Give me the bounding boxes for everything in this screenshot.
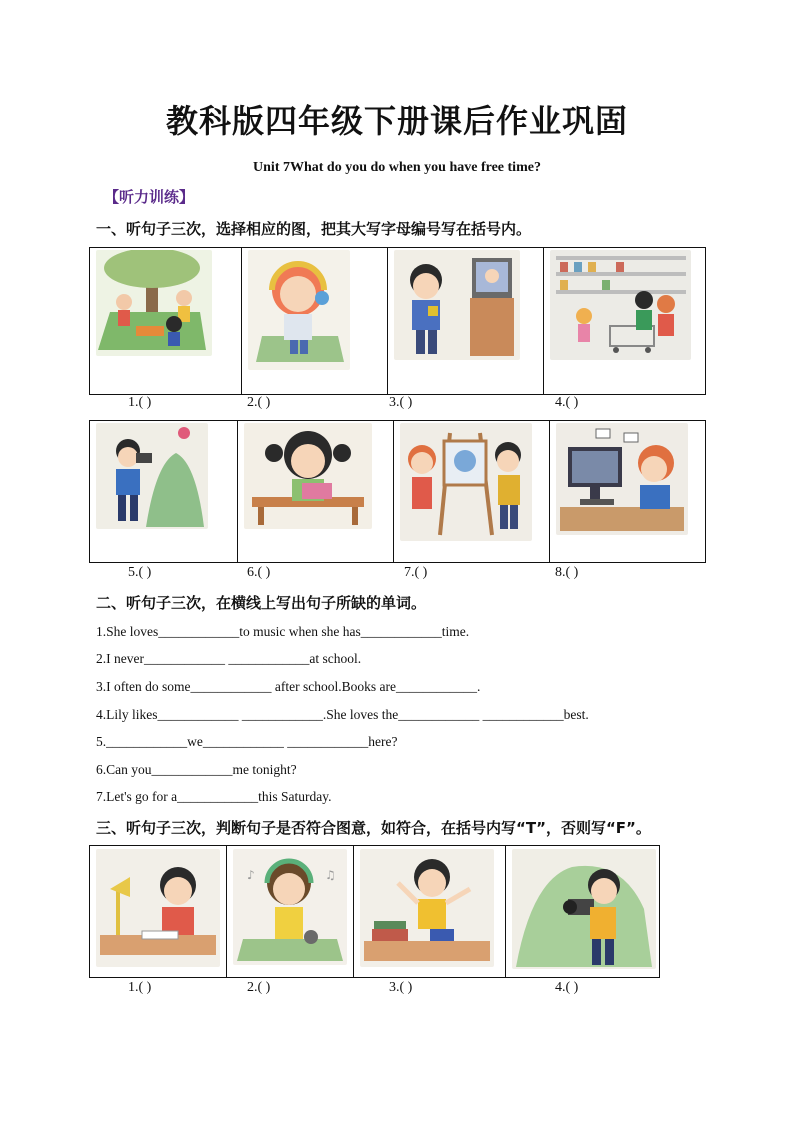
picture-cell-5 [90,421,238,562]
tf-label-1[interactable]: 1.( ) [128,980,152,995]
fill-line-5[interactable]: 5.____________we____________ ____________here? [96,734,398,749]
music-girl-picture [248,250,350,370]
picture-cell-7 [394,421,550,562]
picnic-picture [96,250,212,356]
section-tag: 【听力训练】 [104,188,195,206]
tf-label-4[interactable]: 4.( ) [555,980,579,995]
picture-cell-8 [550,421,705,562]
picture-cell-6 [238,421,394,562]
part1-row2-table [89,420,706,563]
tf-picture-cell-3 [354,846,506,977]
watching-tv-picture [394,250,520,360]
fill-line-2[interactable]: 2.I never____________ ____________at school. [96,651,362,666]
svg-text:♪: ♪ [247,868,255,882]
picture-cell-2 [242,248,388,394]
picture-cell-3 [388,248,544,394]
camera-boy-picture [512,849,656,969]
part1-heading: 一、听句子三次，选择相应的图，把其大写字母编号写在括号内。 [96,220,532,238]
answer-label-5[interactable]: 5.( ) [128,565,152,580]
fill-line-6[interactable]: 6.Can you____________me tonight? [96,762,297,777]
picture-cell-4 [544,248,705,394]
music-listening-picture [233,849,347,965]
answer-label-7[interactable]: 7.( ) [404,565,428,580]
drawing-boy-picture [360,849,494,967]
computer-picture [556,423,688,535]
fill-line-3[interactable]: 3.I often do some____________ after school.Books are____________. [96,679,481,694]
reading-girl-picture [244,423,372,529]
tf-picture-cell-1 [90,846,227,977]
tf-label-2[interactable]: 2.( ) [247,980,271,995]
answer-label-4[interactable]: 4.( ) [555,395,579,410]
part2-heading: 二、听句子三次，在横线上写出句子所缺的单词。 [96,594,427,612]
page-title: 教科版四年级下册课后作业巩固 [165,102,628,140]
photo-taking-picture [96,423,208,529]
tf-label-3[interactable]: 3.( ) [389,980,413,995]
answer-label-1[interactable]: 1.( ) [128,395,152,410]
homework-boy-picture [96,849,220,967]
svg-text:♫: ♫ [325,868,336,882]
fill-line-4[interactable]: 4.Lily likes____________ ____________.She loves the____________ ____________best. [96,707,589,722]
picture-cell-1 [90,248,242,394]
answer-label-6[interactable]: 6.( ) [247,565,271,580]
part3-heading: 三、听句子三次，判断句子是否符合图意，如符合，在括号内写“T”，否则写“F”。 [96,819,651,837]
tf-picture-cell-2 [227,846,354,977]
answer-label-3[interactable]: 3.( ) [389,395,413,410]
fill-line-1[interactable]: 1.She loves____________to music when she has____________time. [96,624,470,639]
part3-table [89,845,660,978]
tf-picture-cell-4 [506,846,659,977]
answer-label-8[interactable]: 8.( ) [555,565,579,580]
shopping-picture [550,250,691,360]
part1-row1-table [89,247,706,395]
answer-label-2[interactable]: 2.( ) [247,395,271,410]
unit-subtitle: Unit 7What do you do when you have free time? [253,160,541,175]
fill-line-7[interactable]: 7.Let's go for a____________this Saturday. [96,789,332,804]
painting-picture [400,423,532,541]
